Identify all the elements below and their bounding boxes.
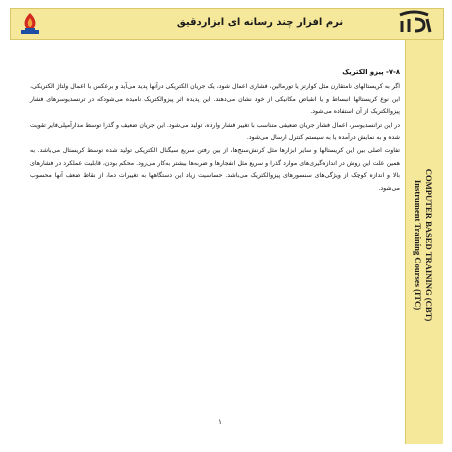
oil-company-logo-icon	[16, 10, 44, 36]
side-band-label	[412, 169, 434, 321]
side-band-title: COMPUTER BASED TRAINING (CBT)	[424, 168, 434, 322]
page-number: ۱	[218, 418, 222, 426]
page-title: نرم افزار چند رسانه ای ابزاردقیق	[176, 17, 344, 28]
paragraph: تفاوت اصلی بین این کریستالها و سایر ابزارها مثل کرنش‌سنج‌ها، از بین رفتن سریع سیگنال الکتریکی تولید شده توسط کریستال می‌باشد. به همین علت این روش در اندازه‌گیری‌های موارد گذرا و سریع مثل انفجارها و ضربه‌ها بیشتر به‌کار می‌رود. محکم بودن، قابلیت عملکرد در فشارهای بالا و اندازه کوچک از ویژگی‌های سنسورهای پیزوالکتریک می‌باشد. حساسیت زیاد این دستگاهها به تغییرات دما، از نقاط ضعف آنها محسوب می‌شود.	[30, 147, 400, 192]
paragraph: در این ترانسدیوسر، اعمال فشار جریان ضعیفی متناسب با تغییر فشار وارده، تولید می‌شود. این جریان ضعیف و گذرا توسط مدارآمپلی‌فایر تقویت شده و به نمایش درآمده یا به سیستم کنترل ارسال می‌شود.	[30, 121, 400, 142]
document-body	[30, 66, 400, 196]
side-band-subtitle: Instrument Training Courses (ITC)	[413, 179, 423, 311]
organization-logo-icon	[394, 10, 434, 36]
section-heading: ۷-۸- پیزو الکتریک	[342, 68, 400, 76]
paragraph: اگر به کریستالهای نامتقارن مثل کوارتز یا تورمالین، فشاری اعمال شود، یک جریان الکتریکی درآنها پدید می‌آید و برعکس با اعمال ولتاژ الکتریکی، این نوع کریستالها انبساط و یا انقباض مکانیکی از خود نشان می‌دهند. این پدیده اثر پیزوالکتریک نامیده می‌شود‌که در ترنسدیوسرهای فشار پیزوالکتریک از آن استفاده می‌شود.	[30, 83, 400, 116]
